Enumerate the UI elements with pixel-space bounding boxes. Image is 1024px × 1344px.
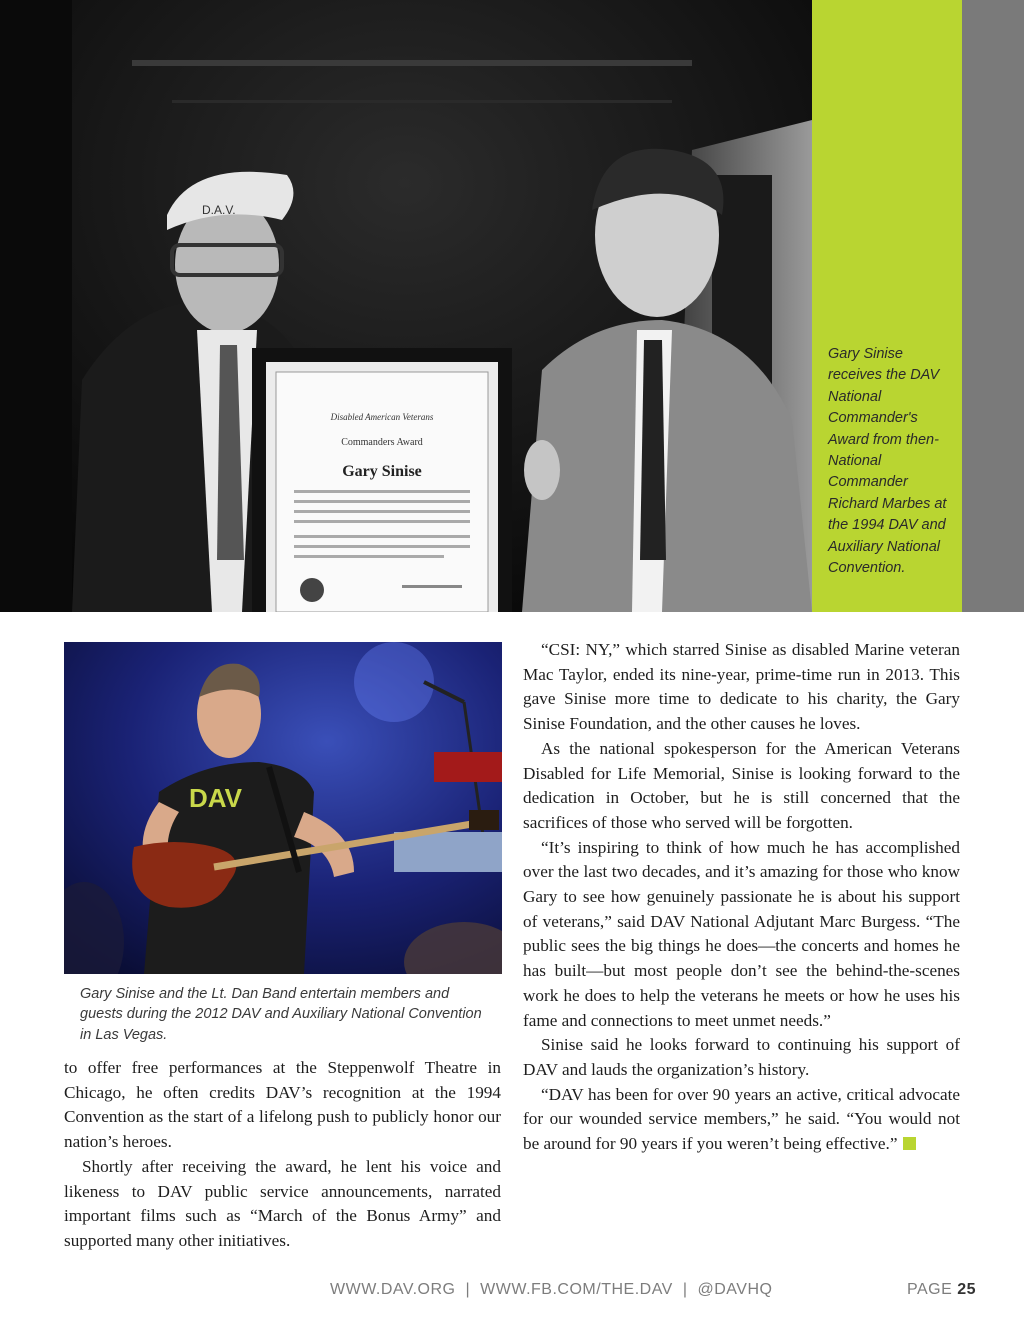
page-number-value: 25 <box>957 1281 976 1298</box>
hero-left-strip <box>0 0 72 612</box>
band-photo-illustration <box>64 642 502 974</box>
end-of-article-icon <box>903 1137 916 1150</box>
page-number <box>907 1281 976 1299</box>
article-column-right <box>523 638 960 1157</box>
article-column-left <box>64 1056 501 1254</box>
paragraph: “CSI: NY,” which starred Sinise as disabled Marine veteran Mac Taylor, ended its nine-year, prime-time run in 2013. This gave Sinise more time to dedicate to his charity, the Gary Sinise Foundation, and the other causes he loves. <box>523 640 960 734</box>
certificate-org: Disabled American Veterans <box>330 412 434 422</box>
footer-link-website[interactable]: WWW.DAV.ORG <box>330 1281 456 1298</box>
paragraph: Shortly after receiving the award, he lent his voice and likeness to DAV public service announcements, narrated important films such as “March of the Bonus Army” and supported many other initiatives. <box>64 1156 501 1250</box>
hero-photo-caption: Gary Sinise receives the DAV National Commander's Award from then-National Commander Richard Marbes at the 1994 DAV and Auxiliary National Convention. <box>828 346 947 577</box>
paragraph: Sinise said he looks forward to continuing his support of DAV and lauds the organization’s history. <box>523 1035 960 1079</box>
certificate-name: Gary Sinise <box>342 463 422 480</box>
footer-separator: | <box>465 1281 471 1298</box>
shirt-text: DAV <box>189 783 242 813</box>
paragraph: to offer free performances at the Steppenwolf Theatre in Chicago, he often credits DAV’s recognition at the 1994 Convention as the start of a lifelong push to publicly honor our nation’s heroes. <box>64 1058 501 1152</box>
footer-link-facebook[interactable]: WWW.FB.COM/THE.DAV <box>480 1281 673 1298</box>
band-photo <box>64 642 502 974</box>
cap-text: D.A.V. <box>202 203 236 217</box>
paragraph-last <box>523 1083 960 1157</box>
paragraph: “It’s inspiring to think of how much he has accomplished over the last two decades, and it’s amazing for those who know Gary to see how genuinely passionate he is about his support of veterans,” said DAV National Adjutant Marc Burgess. “The public sees the big things he does—the concerts and homes he has built—but most people don’t see the behind-the-scenes work he does to help the veterans he meets or how he uses his fame and connections to meet unmet needs.” <box>523 837 960 1030</box>
certificate-award: Commanders Award <box>341 437 423 448</box>
footer-link-twitter[interactable]: @DAVHQ <box>697 1281 773 1298</box>
band-photo-caption: Gary Sinise and the Lt. Dan Band entertain members and guests during the 2012 DAV and Auxiliary National Convention in Las Vegas. <box>80 986 482 1043</box>
paragraph: As the national spokesperson for the American Veterans Disabled for Life Memorial, Sinise is looking forward to the dedication in October, but he is still concerned that the sacrifices of those who served will be forgotten. <box>523 738 960 832</box>
page-footer <box>0 1278 1024 1304</box>
footer-links <box>330 1281 772 1299</box>
hero-photo <box>72 0 812 612</box>
footer-separator: | <box>682 1281 688 1298</box>
hero-photo-illustration <box>72 0 812 612</box>
hero-section <box>0 0 1024 612</box>
hero-right-strip <box>962 0 1024 612</box>
paragraph-last-text: “DAV has been for over 90 years an active, critical advocate for our wounded service members,” he said. “You would not be around for 90 years if you weren’t being effective.” <box>523 1084 960 1154</box>
page-label: PAGE <box>906 1281 953 1298</box>
